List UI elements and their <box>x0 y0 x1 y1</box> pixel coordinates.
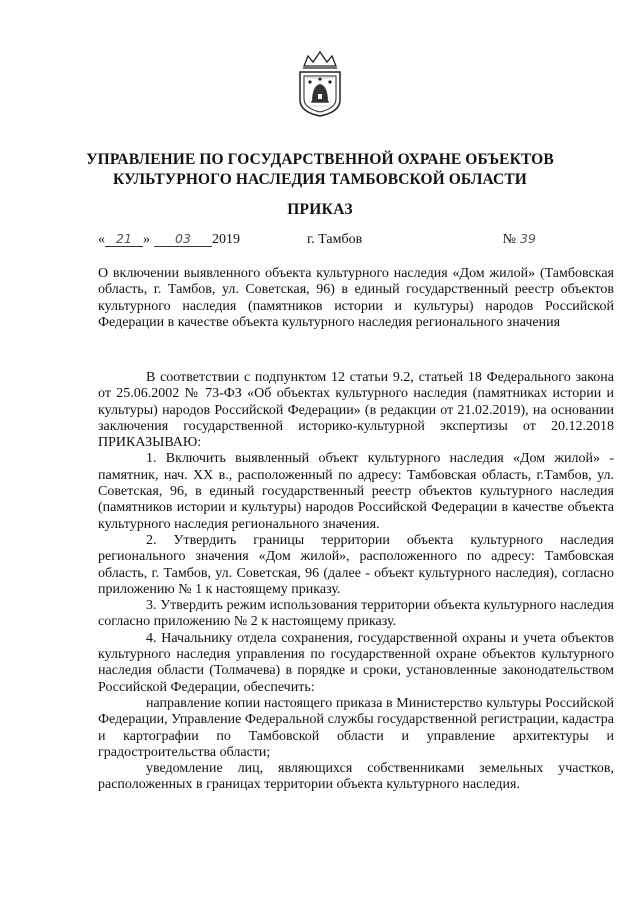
order-date <box>98 232 240 248</box>
issuer-title-line: КУЛЬТУРНОГО НАСЛЕДИЯ ТАМБОВСКОЙ ОБЛАСТИ <box>113 171 527 188</box>
preamble-paragraph: В соответствии с подпунктом 12 статьи 9.2, статьей 18 Федерального закона от 25.06.2002 № 73-ФЗ «Об объектах культурного наследия (памятниках истории и культуры) народов Российской Федерации» (в редакции от 21.02.2019), на основании заключения государственной историко-культурной экспертизы от 20.12.2018 ПРИКАЗЫВАЮ: <box>98 370 614 451</box>
order-meta <box>98 232 546 252</box>
order-item: 3. Утвердить режим использования территории объекта культурного наследия согласно приложению № 2 к настоящему приказу. <box>98 598 614 630</box>
issuer-title-line: УПРАВЛЕНИЕ ПО ГОСУДАРСТВЕННОЙ ОХРАНЕ ОБЪЕКТОВ <box>86 151 554 168</box>
order-number <box>503 232 546 248</box>
order-subject: О включении выявленного объекта культурного наследия «Дом жилой» (Тамбовская область, г. Тамбов, ул. Советская, 96) в единый государственный реестр объектов культурного наследия (памятников истории и культуры) народов Российской Федерации в качестве объекта культурного наследия регионального значения <box>98 266 614 330</box>
order-item: 1. Включить выявленный объект культурного наследия «Дом жилой» - памятник, нач. XX в., расположенный по адресу: Тамбовская область, г.Тамбов, ул. Советская, 96, в единый государственный реестр объектов культурного наследия (памятников истории и культуры) народов Российской Федерации в качестве объекта культурного наследия регионального значения. <box>98 451 614 532</box>
number-label: № <box>502 232 516 247</box>
order-city: г. Тамбов <box>307 232 363 247</box>
coat-of-arms-icon <box>294 50 346 118</box>
issuer-title <box>0 150 640 190</box>
order-subitem: уведомление лиц, являющихся собственниками земельных участков, расположенных в границах территории объекта культурного наследия. <box>98 761 614 793</box>
date-month: 03 <box>154 232 212 247</box>
order-item: 2. Утвердить границы территории объекта культурного наследия регионального значения «Дом жилой», расположенного по адресу: Тамбовская область, г. Тамбов, ул. Советская, 96 (далее - объект культурного наследия), согласно приложению № 1 к настоящему приказу. <box>98 532 614 597</box>
number-value: 39 <box>520 231 536 246</box>
quote-close: » <box>143 232 150 247</box>
order-body <box>98 370 614 794</box>
order-subitem: направление копии настоящего приказа в Министерство культуры Российской Федерации, Управление Федеральной службы государственной регистрации, кадастра и картографии по Тамбовской области и управление архитектуры и градостроительства области; <box>98 695 614 760</box>
order-item: 4. Начальнику отдела сохранения, государственной охраны и учета объектов культурного наследия управления по государственной охране объектов культурного наследия области (Толмачева) в порядке и сроки, установленные законодательством Российской Федерации, обеспечить: <box>98 630 614 695</box>
date-day: 21 <box>105 232 143 247</box>
date-year: 2019 <box>212 232 240 247</box>
quote-open: « <box>98 232 105 247</box>
document-type: ПРИКАЗ <box>287 201 353 218</box>
